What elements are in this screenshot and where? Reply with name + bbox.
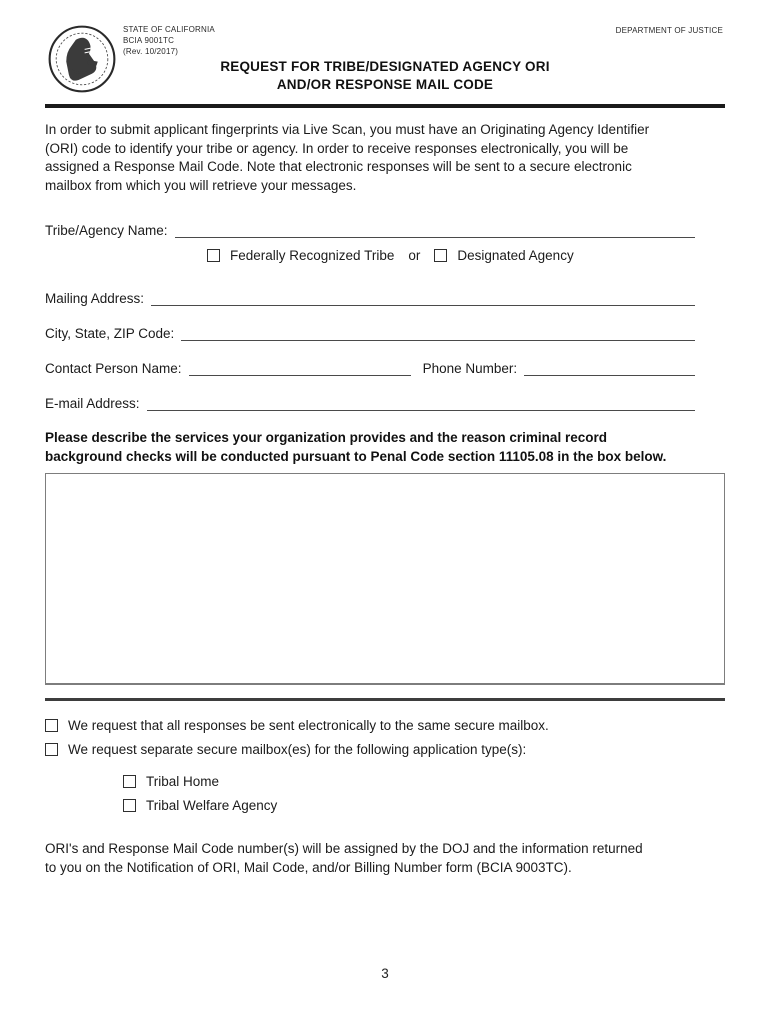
services-description-box[interactable] xyxy=(45,473,725,685)
services-prompt xyxy=(45,429,725,466)
page-number: 3 xyxy=(381,966,389,981)
form-meta xyxy=(123,24,215,57)
intro-paragraph xyxy=(45,121,725,195)
state-label: STATE OF CALIFORNIA xyxy=(123,25,215,34)
tribal-welfare-agency-checkbox[interactable] xyxy=(123,799,136,812)
services-prompt-line: background checks will be conducted pursuant to Penal Code section 11105.08 in the box below. xyxy=(45,448,667,464)
mailing-address-label: Mailing Address: xyxy=(45,291,145,306)
separate-mailbox-option[interactable] xyxy=(45,742,725,757)
tribal-welfare-agency-option[interactable] xyxy=(123,798,725,813)
city-state-zip-row xyxy=(45,324,725,341)
city-state-zip-input[interactable] xyxy=(181,324,695,341)
department-label: DEPARTMENT OF JUSTICE xyxy=(615,26,723,35)
closing-line: ORI's and Response Mail Code number(s) will be assigned by the DOJ and the information returned xyxy=(45,841,643,856)
intro-line: In order to submit applicant fingerprints via Live Scan, you must have an Originating Agency Identifier xyxy=(45,122,650,137)
tribal-home-option[interactable] xyxy=(123,774,725,789)
section-divider xyxy=(45,698,725,701)
tribe-agency-name-row xyxy=(45,221,725,238)
mailing-address-row xyxy=(45,289,725,306)
contact-phone-row xyxy=(45,359,725,376)
header-divider xyxy=(45,104,725,108)
mailbox-options xyxy=(45,718,725,757)
tribal-welfare-agency-label: Tribal Welfare Agency xyxy=(146,798,278,813)
closing-paragraph xyxy=(45,840,725,877)
form-title-line2: AND/OR RESPONSE MAIL CODE xyxy=(276,77,494,92)
separate-mailbox-label: We request separate secure mailbox(es) for the following application type(s): xyxy=(68,742,527,757)
contact-person-input[interactable] xyxy=(189,359,411,376)
contact-fields xyxy=(45,289,725,411)
form-revision-label: (Rev. 10/2017) xyxy=(123,47,179,56)
same-mailbox-checkbox[interactable] xyxy=(45,719,58,732)
or-separator: or xyxy=(408,248,421,263)
agency-type-row xyxy=(207,248,725,263)
designated-agency-label: Designated Agency xyxy=(457,248,574,263)
email-input[interactable] xyxy=(147,394,695,411)
federally-recognized-tribe-label: Federally Recognized Tribe xyxy=(230,248,395,263)
tribal-home-label: Tribal Home xyxy=(146,774,220,789)
form-title-line1: REQUEST FOR TRIBE/DESIGNATED AGENCY ORI xyxy=(220,59,550,74)
tribal-home-checkbox[interactable] xyxy=(123,775,136,788)
intro-line: assigned a Response Mail Code. Note that electronic responses will be sent to a secure electronic xyxy=(45,159,632,174)
intro-line: mailbox from which you will retrieve your messages. xyxy=(45,177,357,193)
same-mailbox-label: We request that all responses be sent electronically to the same secure mailbox. xyxy=(68,718,549,733)
mailing-address-input[interactable] xyxy=(151,289,695,306)
email-row xyxy=(45,394,725,411)
services-prompt-line: Please describe the services your organization provides and the reason criminal record xyxy=(45,430,607,445)
contact-person-label: Contact Person Name: xyxy=(45,361,182,376)
phone-number-input[interactable] xyxy=(524,359,695,376)
tribe-agency-name-label: Tribe/Agency Name: xyxy=(45,223,168,238)
closing-line: to you on the Notification of ORI, Mail Code, and/or Billing Number form (BCIA 9003TC). xyxy=(45,859,572,875)
phone-number-label: Phone Number: xyxy=(422,361,518,376)
same-mailbox-option[interactable] xyxy=(45,718,725,733)
tribe-agency-name-input[interactable] xyxy=(175,221,695,238)
email-label: E-mail Address: xyxy=(45,396,140,411)
form-title xyxy=(45,58,725,94)
application-types xyxy=(123,774,725,813)
federally-recognized-tribe-checkbox[interactable] xyxy=(207,249,220,262)
intro-line: (ORI) code to identify your tribe or agency. In order to receive responses electronically, you will be xyxy=(45,140,629,156)
form-header xyxy=(45,20,725,104)
city-state-zip-label: City, State, ZIP Code: xyxy=(45,326,175,341)
form-number-label: BCIA 9001TC xyxy=(123,36,175,45)
separate-mailbox-checkbox[interactable] xyxy=(45,743,58,756)
designated-agency-checkbox[interactable] xyxy=(434,249,447,262)
